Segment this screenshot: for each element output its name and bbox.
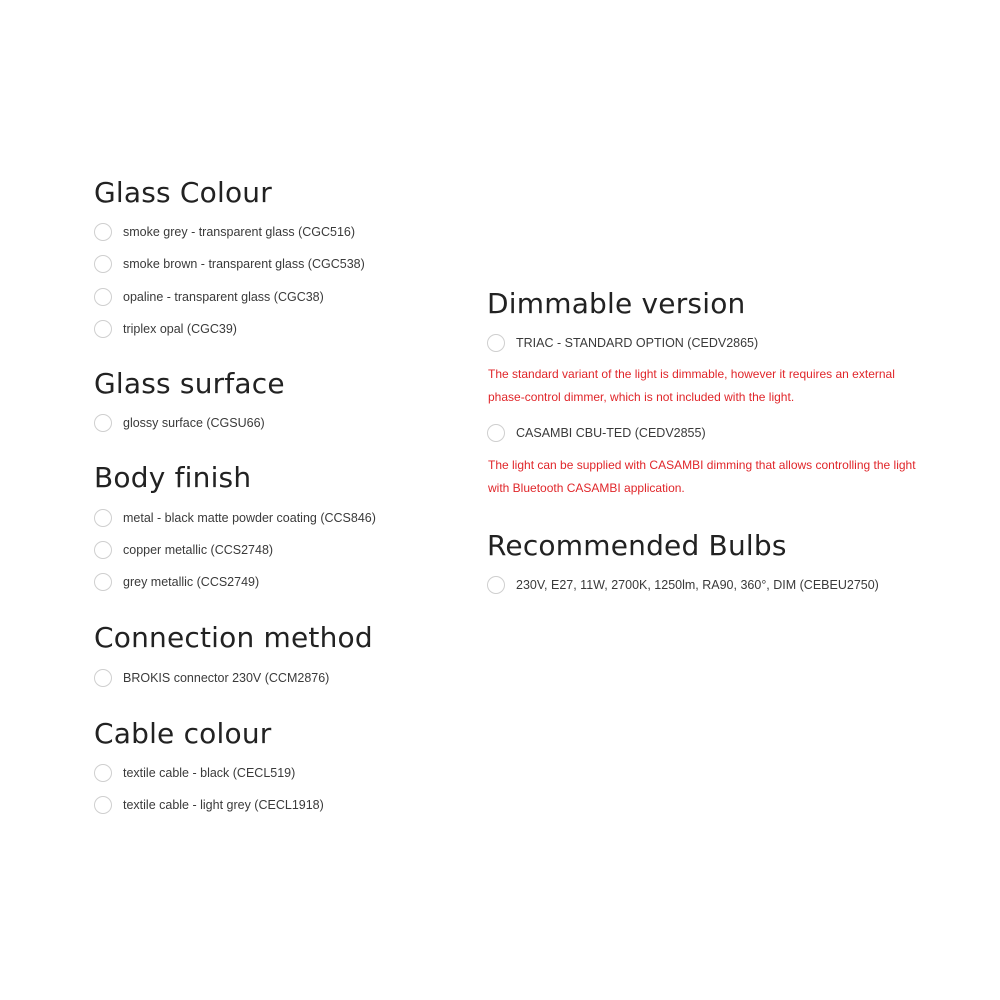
glass-colour-title: Glass Colour <box>94 176 272 209</box>
option-label: triplex opal (CGC39) <box>123 322 237 337</box>
radio-button[interactable] <box>94 320 112 338</box>
cable-colour-title: Cable colour <box>94 716 272 750</box>
note-line: The standard variant of the light is dimmable, however it requires an external <box>488 367 895 382</box>
radio-button[interactable] <box>94 796 112 814</box>
radio-button[interactable] <box>487 334 505 352</box>
option-label: opaline - transparent glass (CGC38) <box>123 289 324 304</box>
glass-colour-option[interactable] <box>94 281 464 313</box>
option-label: 230V, E27, 11W, 2700K, 1250lm, RA90, 360°, DIM (CEBEU2750) <box>516 577 879 592</box>
recommended-bulbs-option[interactable] <box>487 569 967 601</box>
glass-surface-option[interactable] <box>94 407 464 439</box>
body-finish-title: Body finish <box>94 461 252 495</box>
body-finish-group <box>94 461 464 598</box>
connection-method-group <box>94 621 464 693</box>
radio-button[interactable] <box>94 509 112 527</box>
option-note <box>488 454 967 500</box>
option-note <box>488 363 967 409</box>
option-label: grey metallic (CCS2749) <box>123 575 260 590</box>
option-label: CASAMBI CBU-TED (CEDV2855) <box>516 426 706 441</box>
dimmable-version-option[interactable] <box>487 417 967 449</box>
radio-button[interactable] <box>94 414 112 432</box>
glass-colour-option[interactable] <box>94 248 464 280</box>
option-label: smoke brown - transparent glass (CGC538) <box>123 257 365 272</box>
connection-method-option[interactable] <box>94 661 464 693</box>
dimmable-version-option[interactable] <box>487 327 967 359</box>
note-line: with Bluetooth CASAMBI application. <box>488 480 685 495</box>
glass-colour-group <box>94 176 464 345</box>
option-label: copper metallic (CCS2748) <box>123 542 274 557</box>
glass-surface-title: Glass surface <box>94 367 285 401</box>
body-finish-option[interactable] <box>94 534 464 566</box>
body-finish-option[interactable] <box>94 566 464 598</box>
radio-button[interactable] <box>94 764 112 782</box>
option-label: BROKIS connector 230V (CCM2876) <box>123 670 330 685</box>
option-label: smoke grey - transparent glass (CGC516) <box>123 225 356 240</box>
dimmable-version-title: Dimmable version <box>487 287 746 320</box>
cable-colour-option[interactable] <box>94 757 464 789</box>
option-label: textile cable - black (CECL519) <box>123 765 296 780</box>
dimmable-version-group <box>487 287 967 500</box>
connection-method-title: Connection method <box>94 621 373 655</box>
radio-button[interactable] <box>94 288 112 306</box>
note-line: The light can be supplied with CASAMBI dimming that allows controlling the light <box>488 457 916 472</box>
options-left-column <box>94 176 464 821</box>
radio-button[interactable] <box>94 223 112 241</box>
options-right-column <box>487 287 967 601</box>
cable-colour-option[interactable] <box>94 789 464 821</box>
glass-colour-option[interactable] <box>94 313 464 345</box>
radio-button[interactable] <box>94 573 112 591</box>
recommended-bulbs-title: Recommended Bulbs <box>487 528 787 562</box>
glass-colour-option[interactable] <box>94 216 464 248</box>
body-finish-option[interactable] <box>94 501 464 533</box>
option-label: textile cable - light grey (CECL1918) <box>123 798 324 813</box>
radio-button[interactable] <box>94 669 112 687</box>
radio-button[interactable] <box>487 424 505 442</box>
cable-colour-group <box>94 717 464 822</box>
glass-surface-group <box>94 367 464 439</box>
option-label: glossy surface (CGSU66) <box>123 416 265 431</box>
recommended-bulbs-group <box>487 529 967 601</box>
option-label: metal - black matte powder coating (CCS846) <box>123 510 376 525</box>
option-label: TRIAC - STANDARD OPTION (CEDV2865) <box>516 336 759 351</box>
radio-button[interactable] <box>94 255 112 273</box>
radio-button[interactable] <box>487 576 505 594</box>
note-line: phase-control dimmer, which is not included with the light. <box>488 390 795 405</box>
radio-button[interactable] <box>94 541 112 559</box>
